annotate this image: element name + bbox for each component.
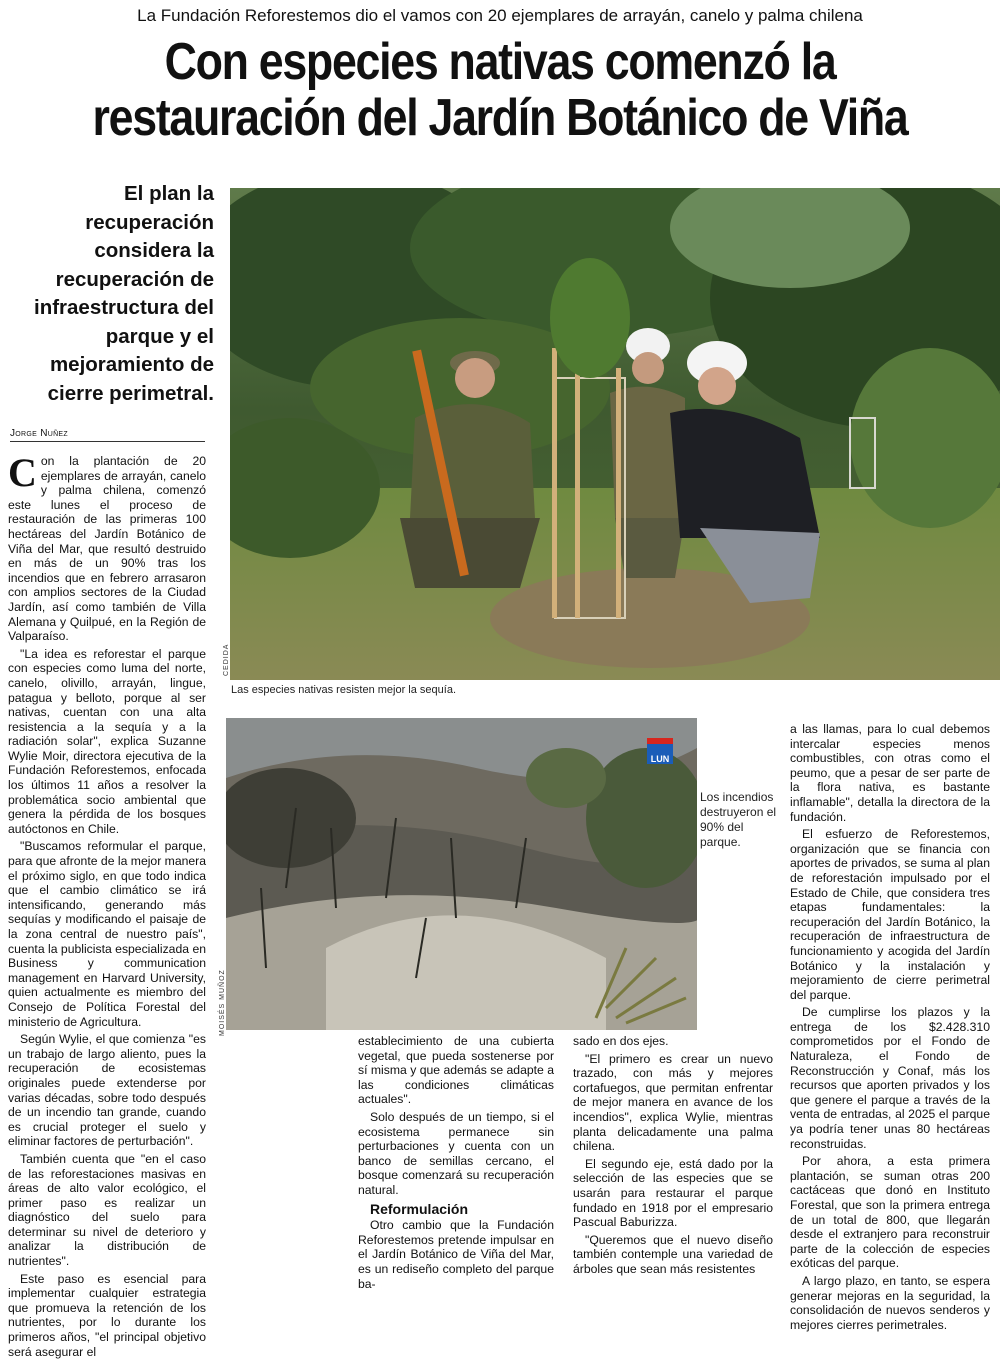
photo-planting-credit: CEDIDA: [223, 643, 230, 676]
col3-paragraph-4: "Queremos que el nuevo diseño también contemple una variedad de árboles que sean más resistentes: [573, 1232, 773, 1276]
headline-line-2: restauración del Jardín Botánico de Viña: [92, 89, 908, 147]
col4-paragraph-1: a las llamas, para lo cual debemos intercalar especies menos combustibles, con otras como el peumo, que a pesar de ser parte de la flora nativa, es bastante inflamable", detalla la directora de la fundación.: [790, 722, 990, 824]
photo-planting-caption: Las especies nativas resisten mejor la sequía.: [231, 684, 457, 696]
lede: El plan la recuperación considera la recuperación de infraestructura del parque y el mejoramiento de cierre perimetral.: [34, 182, 214, 405]
column-4: [790, 722, 990, 1335]
col3-paragraph-1: sado en dos ejes.: [573, 1034, 669, 1048]
headline-line-1: Con especies nativas comenzó la: [164, 33, 836, 91]
column-2: [358, 1034, 554, 1294]
col2-subheading: Reformulación: [370, 1200, 469, 1217]
byline: Jorge Nuñez: [10, 428, 205, 442]
col1-paragraph-6: Este paso es esencial para implementar cualquier estrategia que promueva la retención de los nutrientes, por lo durante los primeros años, "el principal objetivo será asegurar el: [8, 1271, 206, 1359]
headline: [70, 34, 930, 146]
col2-paragraph-2: Solo después de un tiempo, si el ecosistema permanece sin perturbaciones y cuenta con un banco de semillas cercano, el bosque comenzará su recuperación natural.: [358, 1109, 554, 1197]
col4-paragraph-2: El esfuerzo de Reforestemos, organización que se financia con aportes de privados, se suma al plan de reforestación impulsado por el Estado de Chile, que considera tres etapas fundamentales: la recuperación del Jardín Botánico, la recuperación de infraestructura de funcionamiento y acogida del Jardín Botánico y la instalación y mejoramiento de cierre perimetral del parque.: [790, 827, 990, 1002]
col1-paragraph-5: También cuenta que "en el caso de las reforestaciones masivas en áreas de alto valor ecológico, el primer paso es realizar un diagnóstico del suelo para determinar su nivel de deterioro y analizar la distribución de nutrientes".: [8, 1151, 206, 1269]
column-1: [8, 450, 206, 1362]
col1-paragraph-3: "Buscamos reformular el parque, para que afronte de la mejor manera el próximo siglo, en que todo indica que el cambio climático se irá intensificando, generando más sequías y modificando el paisaje de la zona central de nuestro país", cuenta la publicista especializada en Business y communication management en Harvard University, quien actualmente es miembro del Consejo de Política Forestal del ministerio de Agricultura.: [8, 839, 206, 1029]
photo-burned-credit: MOISÉS MUÑOZ: [219, 969, 226, 1036]
col4-paragraph-5: A largo plazo, en tanto, se espera generar mejoras en la seguridad, la consolidación de nuevos senderos y mejores cierres perimetrales.: [790, 1273, 990, 1332]
col4-paragraph-3: De cumplirse los plazos y la entrega de los $2.428.310 comprometidos por el Fondo de Naturaleza, el Fondo de Reconstrucción y Conaf, más los recursos que aporten privados y los que genere el parque a través de la venta de entradas, al 2025 el parque ya podría tener unas 80 hectáreas reconstruidas.: [790, 1005, 990, 1151]
col1-paragraph-4: Según Wylie, el que comienza "es un trabajo de largo aliento, pues la recuperación de ecosistemas originales puede extenderse por varias décadas, sobre todo después de un incendio tan grande, cuando es crucial proteger el suelo y eliminar factores de perturbación".: [8, 1032, 206, 1149]
photo-burned: [226, 718, 697, 1030]
col3-paragraph-2: "El primero es crear un nuevo trazado, con más y mejores cortafuegos, que permitan enfrentar de mejor manera en avance de los incendios", explica Wylie, mientras planta delicadamente una palma chilena.: [573, 1051, 773, 1154]
col3-paragraph-3: El segundo eje, está dado por la selección de las especies que se usarán para restaurar el parque fundado en 1918 por el empresario Pascual Baburizza.: [573, 1156, 773, 1230]
burned-photo-illustration: [226, 718, 697, 1030]
col1-paragraph-1: Con la plantación de 20 ejemplares de arrayán, canelo y palma chilena, comenzó este lunes el proceso de restauración de las primeras 100 hectáreas del Jardín Botánico de Viña del Mar, que resultó destruido en más de un 90% tras los incendios que en febrero arrasaron con amplios sectores de la Ciudad Jardín, así como también de Villa Alemana y Quilpué, en la Región de Valparaíso.: [8, 450, 206, 644]
col2-paragraph-3: Otro cambio que la Fundación Reforestemos pretende impulsar en el Jardín Botánico de Viña del Mar, es un rediseño completo del parque ba-: [358, 1218, 554, 1291]
photo-burned-caption: Los incendios destruyeron el 90% del parque.: [700, 790, 777, 849]
planting-photo-illustration: [230, 188, 1000, 680]
lun-badge: LUN: [647, 738, 673, 764]
col4-paragraph-4: Por ahora, a esta primera plantación, se suman otras 200 cactáceas que donó en Instituto Forestal, que son la primera entrega de un total de 800, que llegarán desde el extranjero para reconstruir parte de la colección de especies exóticas del parque.: [790, 1154, 990, 1271]
col2-paragraph-1: establecimiento de una cubierta vegetal, que pueda sostenerse por sí misma y que además se adapte a las condiciones climáticas actuales".: [358, 1034, 554, 1107]
col1-paragraph-2: "La idea es reforestar el parque con especies como luma del norte, canelo, olivillo, arrayán, lingue, patagua y belloto, porque al ser nativas, cuentan con una alta resistencia a la sequía y a la radiación solar", explica Suzanne Wylie Moir, directora ejecutiva de la Fundación Reforestemos, enfocada los últimos 11 años a resolver la problemática socio ambiental que genera la pérdida de los bosques autóctonos en Chile.: [8, 646, 206, 836]
dropcap: C: [8, 450, 37, 495]
kicker: La Fundación Reforestemos dio el vamos con 20 ejemplares de arrayán, canelo y palma chilena: [137, 6, 863, 25]
column-3: [573, 1034, 773, 1280]
photo-planting: [230, 188, 1000, 680]
